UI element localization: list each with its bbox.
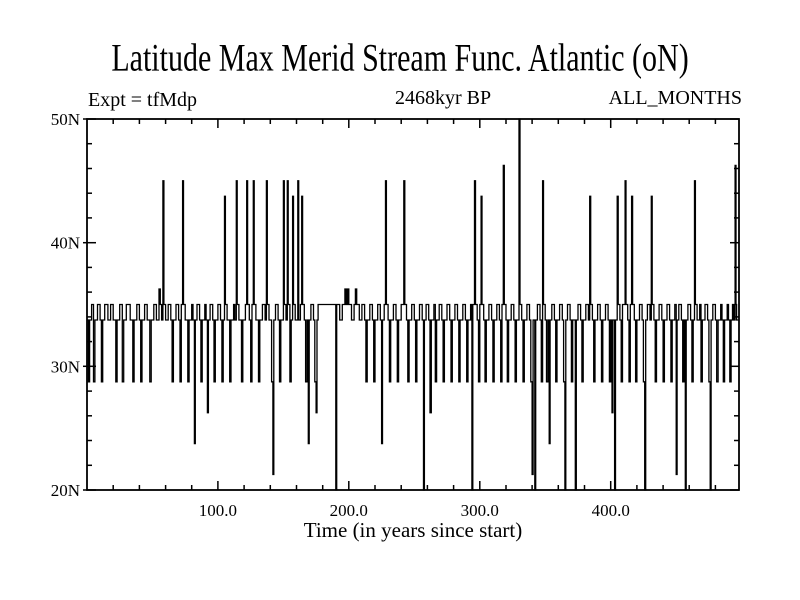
y-tick-label: 20N [50,481,80,500]
x-tick-label: 400.0 [591,501,630,520]
x-tick-label: 300.0 [460,501,499,520]
x-tick-label: 100.0 [198,501,238,520]
x-axis-title: Time (in years since start) [303,518,523,542]
y-tick-label: 50N [50,110,80,129]
months-label: ALL_MONTHS [608,87,742,109]
time-bp-label: 2468kyr BP [394,87,492,109]
experiment-label: Expt = tfMdp [88,89,198,111]
x-tick-label: 200.0 [329,501,368,520]
data-line [87,119,739,490]
y-tick-label: 40N [50,233,80,253]
y-tick-label: 30N [50,357,80,377]
chart-title: Latitude Max Merid Stream Func. Atlantic (oN) [111,36,689,80]
